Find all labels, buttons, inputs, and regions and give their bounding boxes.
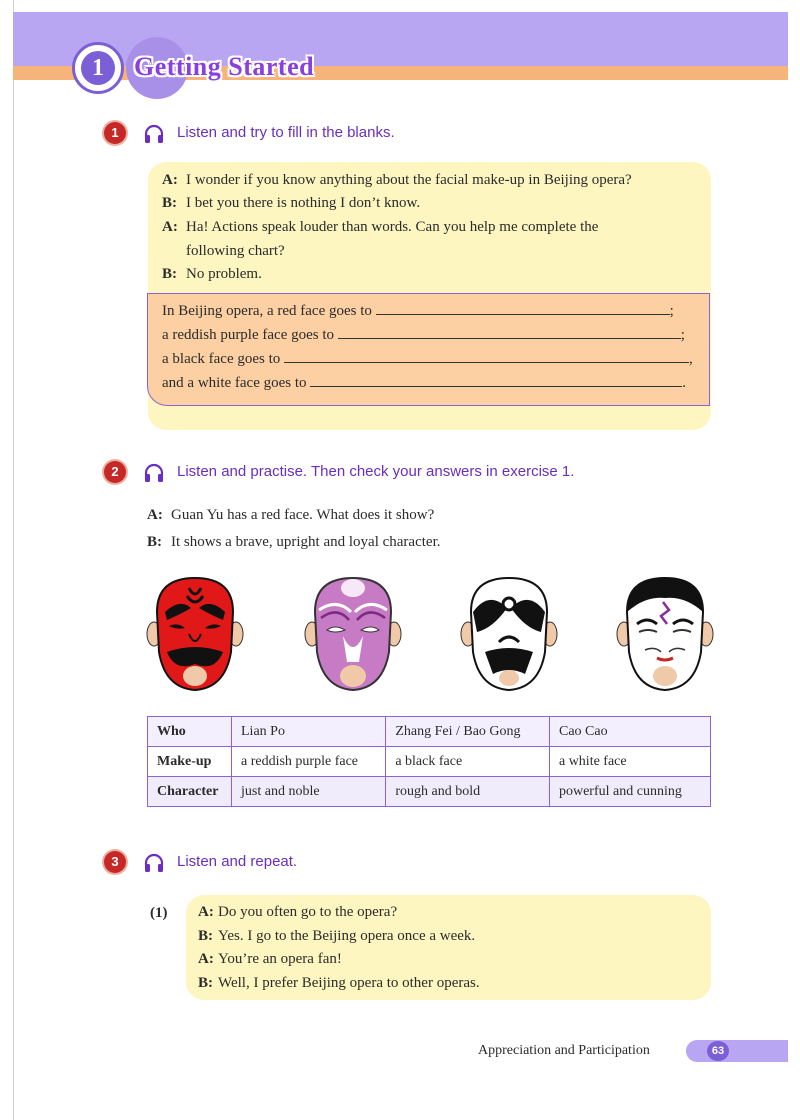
fill-in-line: a reddish purple face goes to ;	[162, 327, 685, 343]
headphones-icon	[143, 123, 165, 145]
dialogue-line: B: It shows a brave, upright and loyal character.	[147, 534, 441, 550]
reddish-purple-mask-image	[303, 572, 403, 697]
table-row	[148, 747, 711, 777]
dialogue-line: B: I bet you there is nothing I don’t know.	[162, 195, 421, 211]
table-cell: powerful and cunning	[549, 777, 710, 807]
unit-number: 1	[81, 51, 115, 85]
footer-page-tab	[686, 1040, 788, 1062]
dialogue-line: A: I wonder if you know anything about the facial make-up in Beijing opera?	[162, 172, 632, 188]
table-cell: Lian Po	[232, 717, 386, 747]
fill-in-line: In Beijing opera, a red face goes to ;	[162, 303, 674, 319]
table-cell: rough and bold	[386, 777, 550, 807]
fill-in-line: and a white face goes to .	[162, 375, 687, 391]
exercise-1-instruction: Listen and try to fill in the blanks.	[177, 124, 395, 141]
row-header: Make-up	[148, 747, 232, 777]
section-title: Getting Started	[134, 52, 315, 81]
headphones-icon	[143, 462, 165, 484]
exercise-3-number: 3	[104, 851, 126, 873]
dialogue-line: B: Well, I prefer Beijing opera to other operas.	[198, 975, 480, 991]
blank-field[interactable]	[376, 302, 670, 315]
footer-unit-title: Appreciation and Participation	[478, 1043, 650, 1058]
page-number: 63	[707, 1041, 729, 1061]
fill-in-line: a black face goes to ,	[162, 351, 693, 367]
exercise-3-instruction: Listen and repeat.	[177, 853, 298, 870]
page-margin-rule	[13, 0, 14, 1120]
black-mask-image	[459, 572, 559, 697]
dialogue-line: A: Ha! Actions speak louder than words. Can you help me complete the	[162, 219, 599, 235]
fill-in-blanks-box	[147, 293, 710, 406]
table-cell: Cao Cao	[549, 717, 710, 747]
dialogue-line: following chart?	[186, 243, 285, 259]
sub-item-number: (1)	[150, 905, 168, 921]
blank-field[interactable]	[338, 326, 681, 339]
blank-field[interactable]	[310, 374, 682, 387]
dialogue-line: B: No problem.	[162, 266, 262, 282]
table-cell: a black face	[386, 747, 550, 777]
facial-makeup-chart-table	[147, 716, 711, 807]
dialogue-line: A: You’re an opera fan!	[198, 951, 342, 967]
white-mask-image	[615, 572, 715, 697]
table-cell: just and noble	[232, 777, 386, 807]
exercise-2-instruction: Listen and practise. Then check your answers in exercise 1.	[177, 463, 575, 480]
red-mask-image	[145, 572, 245, 697]
exercise-1-number: 1	[104, 122, 126, 144]
dialogue-line: B: Yes. I go to the Beijing opera once a week.	[198, 928, 476, 944]
dialogue-line: A: Do you often go to the opera?	[198, 904, 398, 920]
table-row	[148, 777, 711, 807]
unit-number-badge	[72, 42, 124, 94]
headphones-icon	[143, 852, 165, 874]
table-cell: a white face	[549, 747, 710, 777]
exercise-2-number: 2	[104, 461, 126, 483]
blank-field[interactable]	[284, 350, 689, 363]
row-header: Who	[148, 717, 232, 747]
table-cell: a reddish purple face	[232, 747, 386, 777]
table-row	[148, 717, 711, 747]
table-cell: Zhang Fei / Bao Gong	[386, 717, 550, 747]
dialogue-line: A: Guan Yu has a red face. What does it show?	[147, 507, 435, 523]
row-header: Character	[148, 777, 232, 807]
